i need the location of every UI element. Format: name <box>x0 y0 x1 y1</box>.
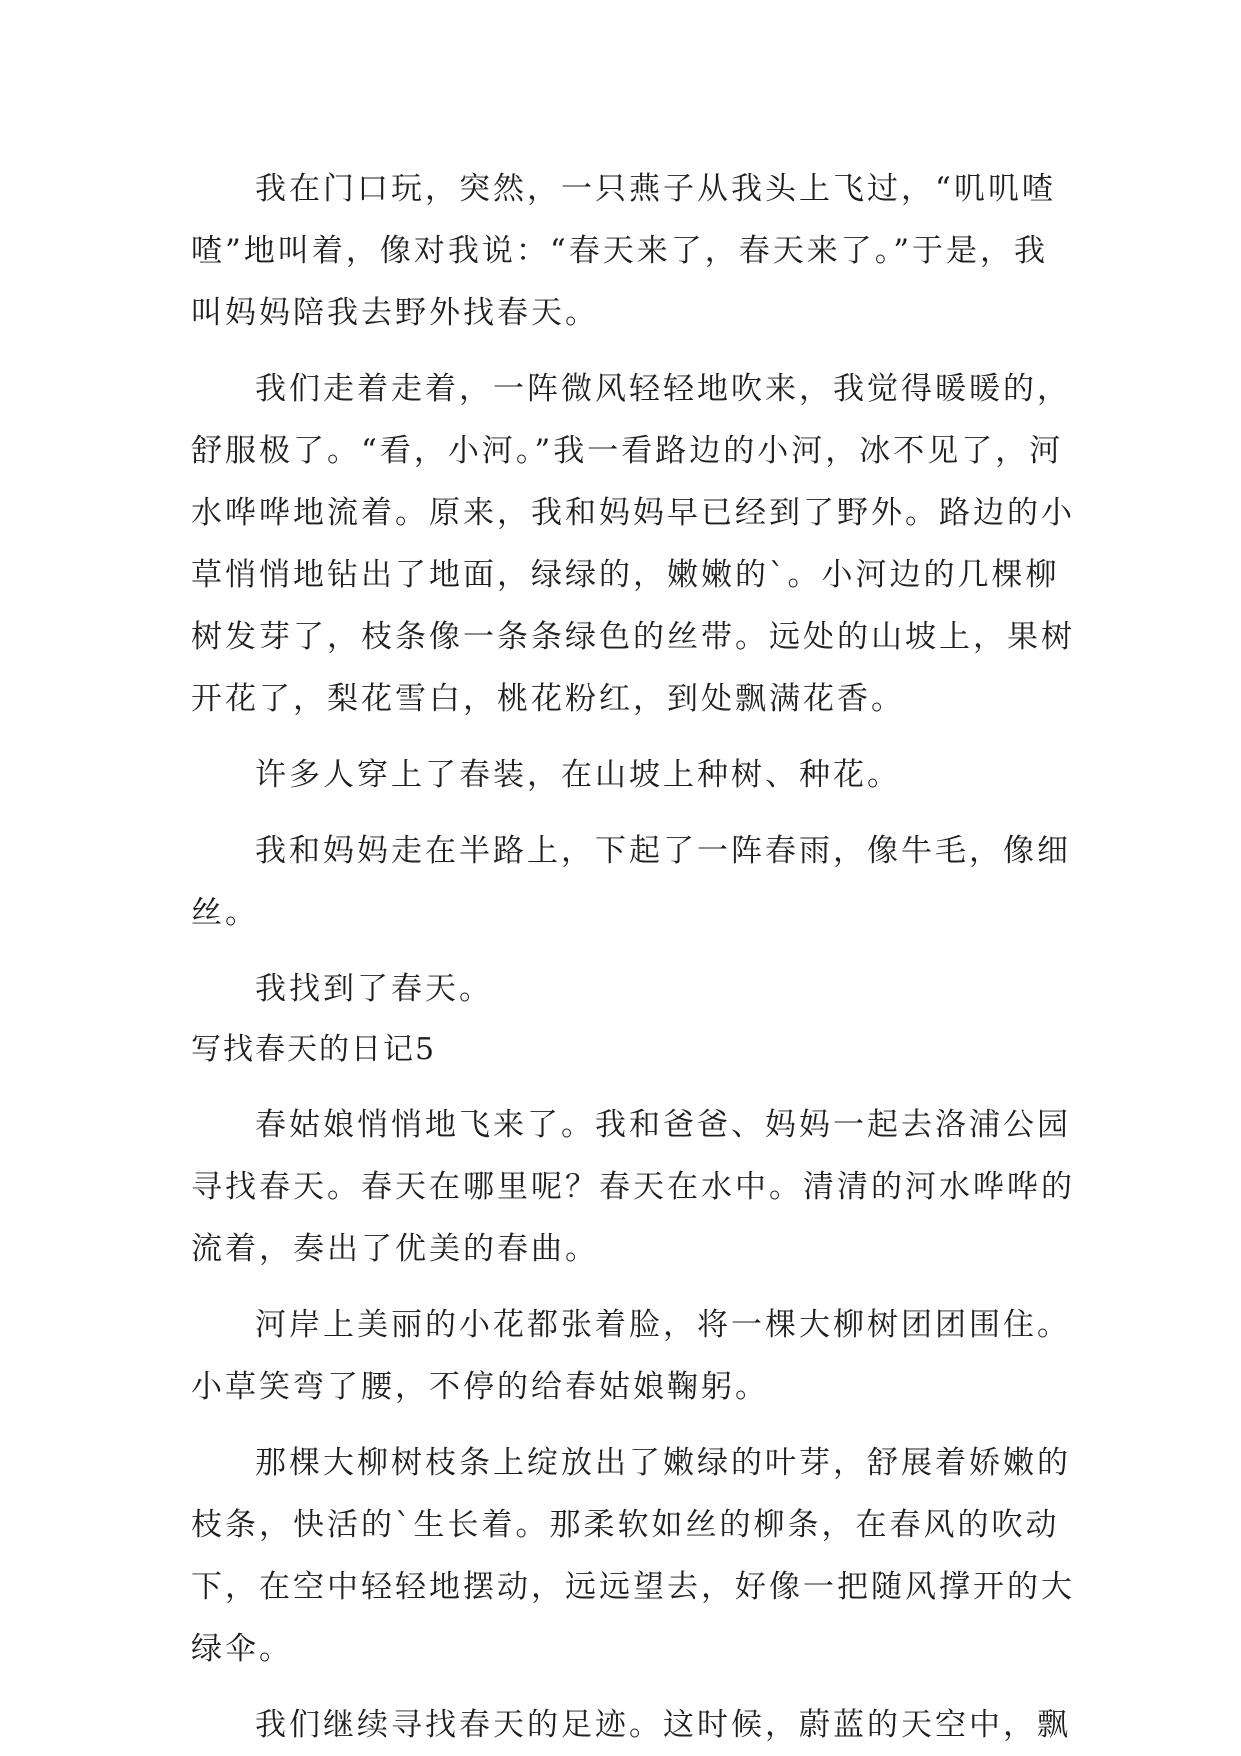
text-line: 河岸上美丽的小花都张着脸，将一棵大柳树团团围住。 <box>255 1307 1071 1343</box>
paragraph <box>191 358 1075 730</box>
text-line: 绿伞。 <box>191 1631 293 1667</box>
text-line: 流着，奏出了优美的春曲。 <box>191 1231 599 1267</box>
text-line: 水哗哗地流着。原来，我和妈妈早已经到了野外。路边的小 <box>191 495 1075 531</box>
text-line: 草悄悄地钻出了地面，绿绿的，嫩嫩的`。小河边的几棵柳 <box>191 557 1060 593</box>
text-line: 那棵大柳树枝条上绽放出了嫩绿的叶芽，舒展着娇嫩的 <box>255 1445 1071 1481</box>
paragraph <box>191 158 1071 344</box>
text-line: 许多人穿上了春装，在山坡上种树、种花。 <box>255 757 901 793</box>
text-line: 我们继续寻找春天的足迹。这时候，蔚蓝的天空中，飘 <box>255 1707 1071 1743</box>
document-page <box>191 158 1075 1756</box>
text-line: 开花了，梨花雪白，桃花粉红，到处飘满花香。 <box>191 681 905 717</box>
text-line: 我找到了春天。 <box>255 971 493 1007</box>
text-line: 下，在空中轻轻地摆动，远远望去，好像一把随风撑开的大 <box>191 1569 1075 1605</box>
text-line: 春姑娘悄悄地飞来了。我和爸爸、妈妈一起去洛浦公园 <box>255 1107 1071 1143</box>
text-line: 我们走着走着，一阵微风轻轻地吹来，我觉得暖暖的， <box>255 371 1071 407</box>
paragraph <box>191 1694 1071 1756</box>
text-line: 我和妈妈走在半路上，下起了一阵春雨，像牛毛，像细 <box>255 833 1071 869</box>
paragraph <box>191 1432 1075 1680</box>
text-line: 枝条，快活的`生长着。那柔软如丝的柳条，在春风的吹动 <box>191 1507 1060 1543</box>
section-heading: 写找春天的日记5 <box>191 1032 437 1067</box>
paragraph <box>191 820 1071 944</box>
paragraph <box>191 744 1071 806</box>
text-line: 叫妈妈陪我去野外找春天。 <box>191 295 599 331</box>
paragraph <box>191 1294 1071 1418</box>
text-line: 舒服极了。“看，小河。”我一看路边的小河，冰不见了，河 <box>191 433 1064 469</box>
text-line: 树发芽了，枝条像一条条绿色的丝带。远处的山坡上，果树 <box>191 619 1075 655</box>
text-line: 喳”地叫着，像对我说：“春天来了，春天来了。”于是，我 <box>191 233 1049 269</box>
text-line: 小草笑弯了腰，不停的给春姑娘鞠躬。 <box>191 1369 769 1405</box>
text-line: 寻找春天。春天在哪里呢？春天在水中。清清的河水哗哗的 <box>191 1169 1075 1205</box>
text-line: 丝。 <box>191 895 259 931</box>
text-line: 我在门口玩，突然，一只燕子从我头上飞过，“叽叽喳 <box>255 171 1056 207</box>
paragraph <box>191 958 1071 1020</box>
paragraph <box>191 1094 1075 1280</box>
